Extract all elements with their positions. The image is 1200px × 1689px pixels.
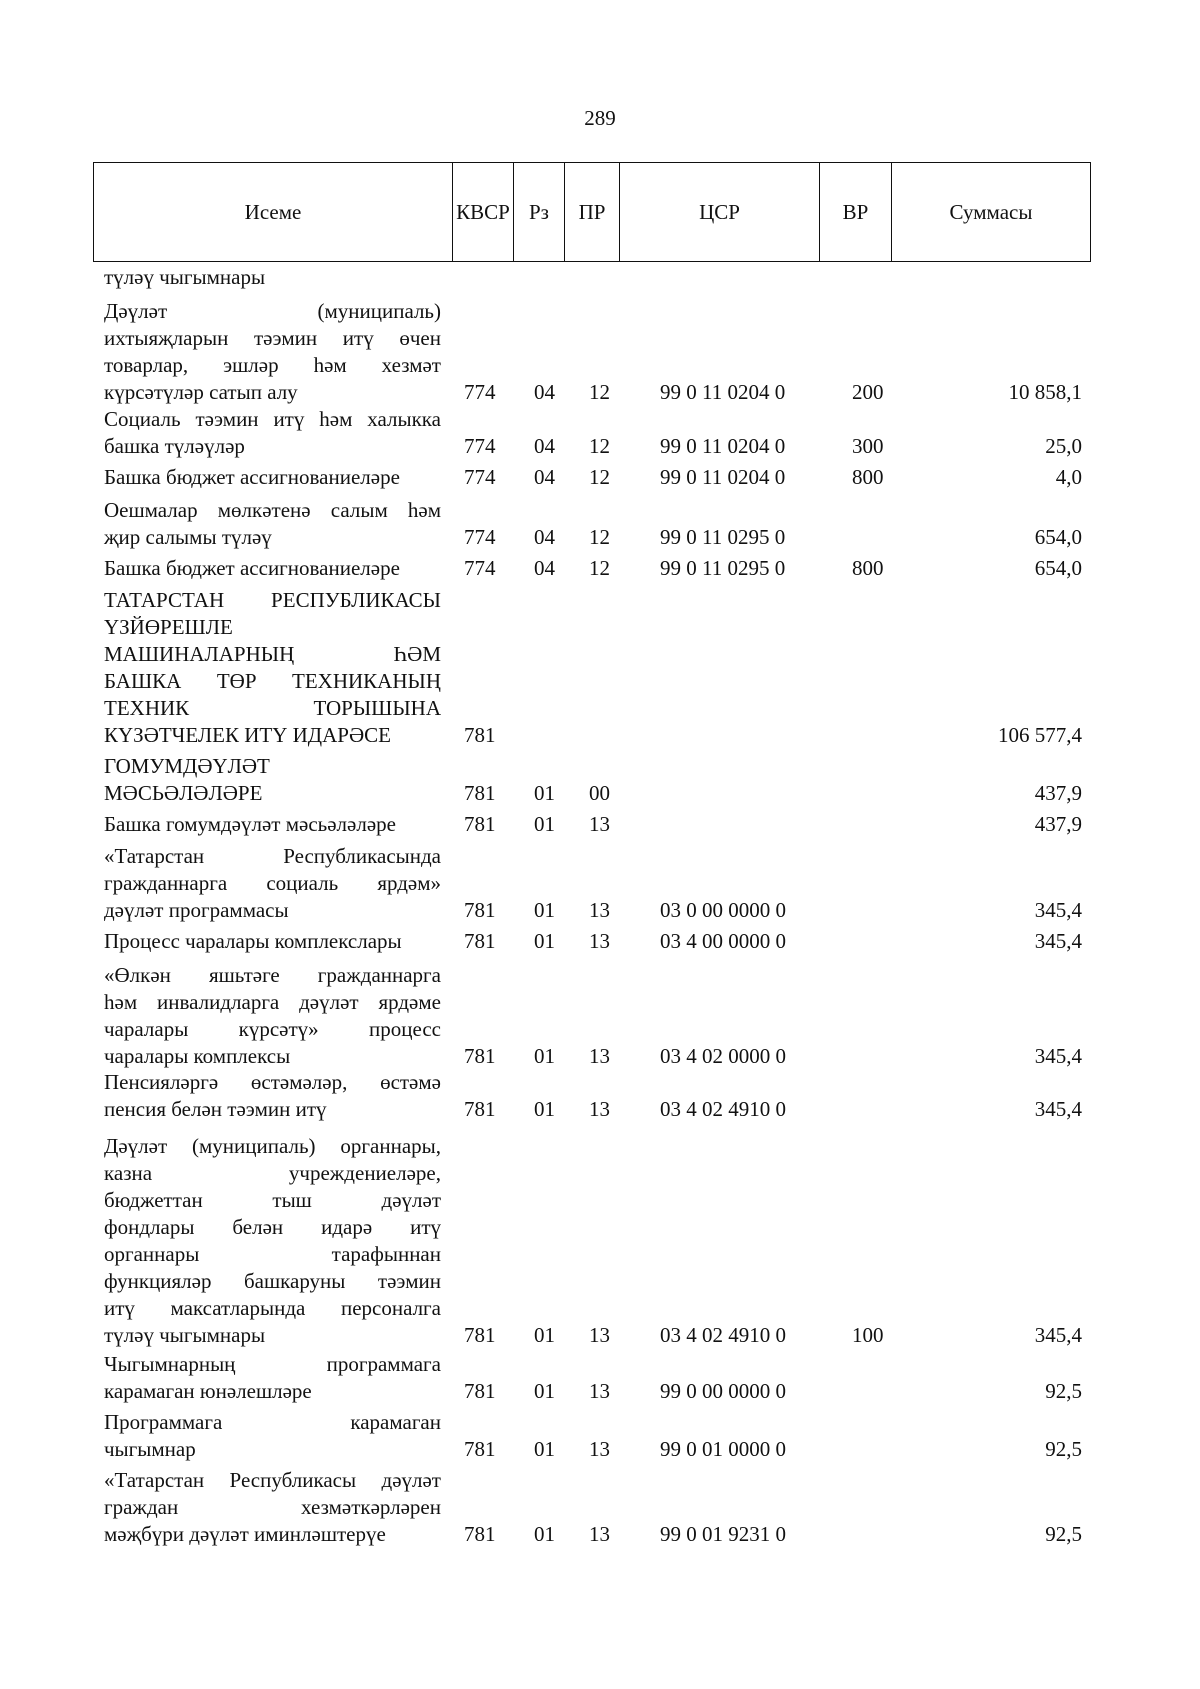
table-header bbox=[93, 162, 1091, 262]
row-name-line: ТАТАРСТАН РЕСПУБЛИКАСЫ bbox=[104, 588, 441, 612]
cell-kvsr: 774 bbox=[464, 380, 496, 404]
cell-vr: 300 bbox=[852, 434, 884, 458]
cell-kvsr: 781 bbox=[464, 1044, 496, 1068]
cell-kvsr: 781 bbox=[464, 781, 496, 805]
cell-vr: 200 bbox=[852, 380, 884, 404]
row-name-line: Чыгымнарның программага bbox=[104, 1352, 441, 1376]
row-name-line: БАШКА ТӨР ТЕХНИКАНЫҢ bbox=[104, 669, 441, 693]
cell-pr: 00 bbox=[589, 781, 610, 805]
cell-pr: 13 bbox=[589, 1437, 610, 1461]
row-name-line: Башка бюджет ассигнованиеләре bbox=[104, 556, 400, 580]
cell-pr: 13 bbox=[589, 1323, 610, 1347]
cell-pr: 12 bbox=[589, 434, 610, 458]
row-name-line: граждан хезмәткәрләрен bbox=[104, 1495, 441, 1519]
row-name-line: җир салымы түләү bbox=[104, 525, 272, 549]
cell-csr: 99 0 11 0204 0 bbox=[660, 465, 786, 489]
row-name-line: МӘСЬӘЛӘЛӘРЕ bbox=[104, 781, 263, 805]
cell-csr: 99 0 11 0295 0 bbox=[660, 556, 786, 580]
row-name-line: Процесс чаралары комплекслары bbox=[104, 929, 402, 953]
cell-vr: 800 bbox=[852, 465, 884, 489]
row-name-line: ҮЗЙӨРЕШЛЕ bbox=[104, 615, 233, 639]
cell-kvsr: 774 bbox=[464, 556, 496, 580]
cell-pr: 13 bbox=[589, 898, 610, 922]
header-sum: Суммасы bbox=[891, 163, 1090, 261]
cell-sum: 10 858,1 bbox=[1008, 380, 1082, 404]
cell-pr: 12 bbox=[589, 380, 610, 404]
cell-rz: 01 bbox=[534, 1522, 555, 1546]
row-name-line: һәм инвалидларга дәүләт ярдәме bbox=[104, 990, 441, 1014]
cell-rz: 04 bbox=[534, 525, 555, 549]
cell-kvsr: 774 bbox=[464, 525, 496, 549]
cell-csr: 99 0 11 0204 0 bbox=[660, 434, 786, 458]
row-name-line: карамаган юнәлешләре bbox=[104, 1379, 312, 1403]
row-name-line: дәүләт программасы bbox=[104, 898, 289, 922]
row-name-line: Оешмалар мөлкәтенә салым һәм bbox=[104, 498, 441, 522]
row-name-line: бюджеттан тыш дәүләт bbox=[104, 1188, 441, 1212]
cell-rz: 01 bbox=[534, 898, 555, 922]
row-name-line: түләү чыгымнары bbox=[104, 1323, 266, 1347]
row-name-line: Социаль тәэмин итү һәм халыкка bbox=[104, 407, 441, 431]
cell-rz: 01 bbox=[534, 1323, 555, 1347]
cell-sum: 654,0 bbox=[1034, 556, 1082, 580]
row-name-line: фондлары белән идарә итү bbox=[104, 1215, 441, 1239]
cell-rz: 04 bbox=[534, 556, 555, 580]
cell-pr: 12 bbox=[589, 525, 610, 549]
cell-csr: 03 4 02 4910 0 bbox=[660, 1323, 786, 1347]
cell-rz: 01 bbox=[534, 1097, 555, 1121]
row-name-line: пенсия белән тәэмин итү bbox=[104, 1097, 327, 1121]
cell-kvsr: 781 bbox=[464, 1522, 496, 1546]
cell-pr: 13 bbox=[589, 1522, 610, 1546]
cell-sum: 345,4 bbox=[1034, 1044, 1082, 1068]
row-name-line: «Татарстан Республикасы дәүләт bbox=[104, 1468, 441, 1492]
cell-pr: 13 bbox=[589, 1379, 610, 1403]
cell-sum: 437,9 bbox=[1034, 812, 1082, 836]
cell-kvsr: 781 bbox=[464, 1323, 496, 1347]
cell-rz: 01 bbox=[534, 929, 555, 953]
cell-csr: 99 0 00 0000 0 bbox=[660, 1379, 786, 1403]
header-pr: ПР bbox=[564, 163, 619, 261]
row-name-line: түләү чыгымнары bbox=[104, 265, 266, 289]
cell-rz: 01 bbox=[534, 1044, 555, 1068]
cell-rz: 04 bbox=[534, 465, 555, 489]
cell-kvsr: 781 bbox=[464, 723, 496, 747]
header-rz: Рз bbox=[513, 163, 564, 261]
cell-csr: 99 0 01 9231 0 bbox=[660, 1522, 786, 1546]
row-name-line: Программага карамаган bbox=[104, 1410, 441, 1434]
cell-rz: 01 bbox=[534, 1437, 555, 1461]
row-name-line: функцияләр башкаруны тәэмин bbox=[104, 1269, 441, 1293]
cell-sum: 345,4 bbox=[1034, 1097, 1082, 1121]
cell-kvsr: 774 bbox=[464, 434, 496, 458]
row-name-line: Дәүләт (муниципаль) органнары, bbox=[104, 1134, 441, 1158]
cell-rz: 04 bbox=[534, 434, 555, 458]
row-name-line: «Өлкән яшьтәге гражданнарга bbox=[104, 963, 441, 987]
row-name-line: ихтыяҗларын тәэмин итү өчен bbox=[104, 326, 441, 350]
cell-rz: 01 bbox=[534, 812, 555, 836]
cell-csr: 03 4 00 0000 0 bbox=[660, 929, 786, 953]
row-name-line: башка түләүләр bbox=[104, 434, 245, 458]
cell-sum: 92,5 bbox=[1045, 1522, 1082, 1546]
cell-kvsr: 781 bbox=[464, 1379, 496, 1403]
row-name-line: Дәүләт (муниципаль) bbox=[104, 299, 441, 323]
cell-sum: 345,4 bbox=[1034, 929, 1082, 953]
cell-rz: 04 bbox=[534, 380, 555, 404]
row-name-line: Пенсияләргә өстәмәләр, өстәмә bbox=[104, 1070, 441, 1094]
cell-kvsr: 774 bbox=[464, 465, 496, 489]
cell-csr: 99 0 01 0000 0 bbox=[660, 1437, 786, 1461]
cell-kvsr: 781 bbox=[464, 812, 496, 836]
cell-kvsr: 781 bbox=[464, 929, 496, 953]
row-name-line: итү максатларында персоналга bbox=[104, 1296, 441, 1320]
cell-kvsr: 781 bbox=[464, 898, 496, 922]
cell-rz: 01 bbox=[534, 1379, 555, 1403]
cell-kvsr: 781 bbox=[464, 1097, 496, 1121]
row-name-line: чаралары күрсәтү» процесс bbox=[104, 1017, 441, 1041]
cell-csr: 03 4 02 4910 0 bbox=[660, 1097, 786, 1121]
cell-pr: 12 bbox=[589, 465, 610, 489]
cell-pr: 13 bbox=[589, 1044, 610, 1068]
row-name-line: товарлар, эшләр һәм хезмәт bbox=[104, 353, 441, 377]
row-name-line: КҮЗӘТЧЕЛЕК ИТҮ ИДАРӘСЕ bbox=[104, 723, 391, 747]
cell-pr: 13 bbox=[589, 1097, 610, 1121]
cell-vr: 100 bbox=[852, 1323, 884, 1347]
cell-sum: 345,4 bbox=[1034, 1323, 1082, 1347]
cell-sum: 25,0 bbox=[1045, 434, 1082, 458]
row-name-line: гражданнарга социаль ярдәм» bbox=[104, 871, 441, 895]
cell-vr: 800 bbox=[852, 556, 884, 580]
row-name-line: күрсәтүләр сатып алу bbox=[104, 380, 298, 404]
header-name: Исеме bbox=[244, 199, 302, 224]
row-name-line: Башка гомумдәүләт мәсьәләләре bbox=[104, 812, 396, 836]
cell-csr: 99 0 11 0295 0 bbox=[660, 525, 786, 549]
cell-sum: 106 577,4 bbox=[998, 723, 1082, 747]
cell-sum: 92,5 bbox=[1045, 1379, 1082, 1403]
row-name-line: чыгымнар bbox=[104, 1437, 196, 1461]
row-name-line: органнары тарафыннан bbox=[104, 1242, 441, 1266]
header-kvsr: КВСР bbox=[452, 163, 513, 261]
cell-pr: 13 bbox=[589, 929, 610, 953]
cell-rz: 01 bbox=[534, 781, 555, 805]
cell-sum: 92,5 bbox=[1045, 1437, 1082, 1461]
cell-pr: 13 bbox=[589, 812, 610, 836]
row-name-line: мәҗбүри дәүләт иминләштерүе bbox=[104, 1522, 386, 1546]
row-name-line: чаралары комплексы bbox=[104, 1044, 291, 1068]
row-name-line: казна учреждениеләре, bbox=[104, 1161, 441, 1185]
cell-csr: 03 0 00 0000 0 bbox=[660, 898, 786, 922]
row-name-line: МАШИНАЛАРНЫҢ ҺӘМ bbox=[104, 642, 441, 666]
row-name-line: «Татарстан Республикасында bbox=[104, 844, 441, 868]
cell-sum: 345,4 bbox=[1034, 898, 1082, 922]
header-csr: ЦСР bbox=[619, 163, 819, 261]
header-vr: ВР bbox=[819, 163, 891, 261]
row-name-line: ГОМУМДӘҮЛӘТ bbox=[104, 754, 270, 778]
cell-pr: 12 bbox=[589, 556, 610, 580]
row-name-line: ТЕХНИК ТОРЫШЫНА bbox=[104, 696, 441, 720]
cell-sum: 4,0 bbox=[1055, 465, 1082, 489]
cell-csr: 99 0 11 0204 0 bbox=[660, 380, 786, 404]
cell-csr: 03 4 02 0000 0 bbox=[660, 1044, 786, 1068]
cell-sum: 437,9 bbox=[1034, 781, 1082, 805]
row-name-line: Башка бюджет ассигнованиеләре bbox=[104, 465, 400, 489]
cell-kvsr: 781 bbox=[464, 1437, 496, 1461]
page-number: 289 bbox=[584, 106, 616, 130]
cell-sum: 654,0 bbox=[1034, 525, 1082, 549]
